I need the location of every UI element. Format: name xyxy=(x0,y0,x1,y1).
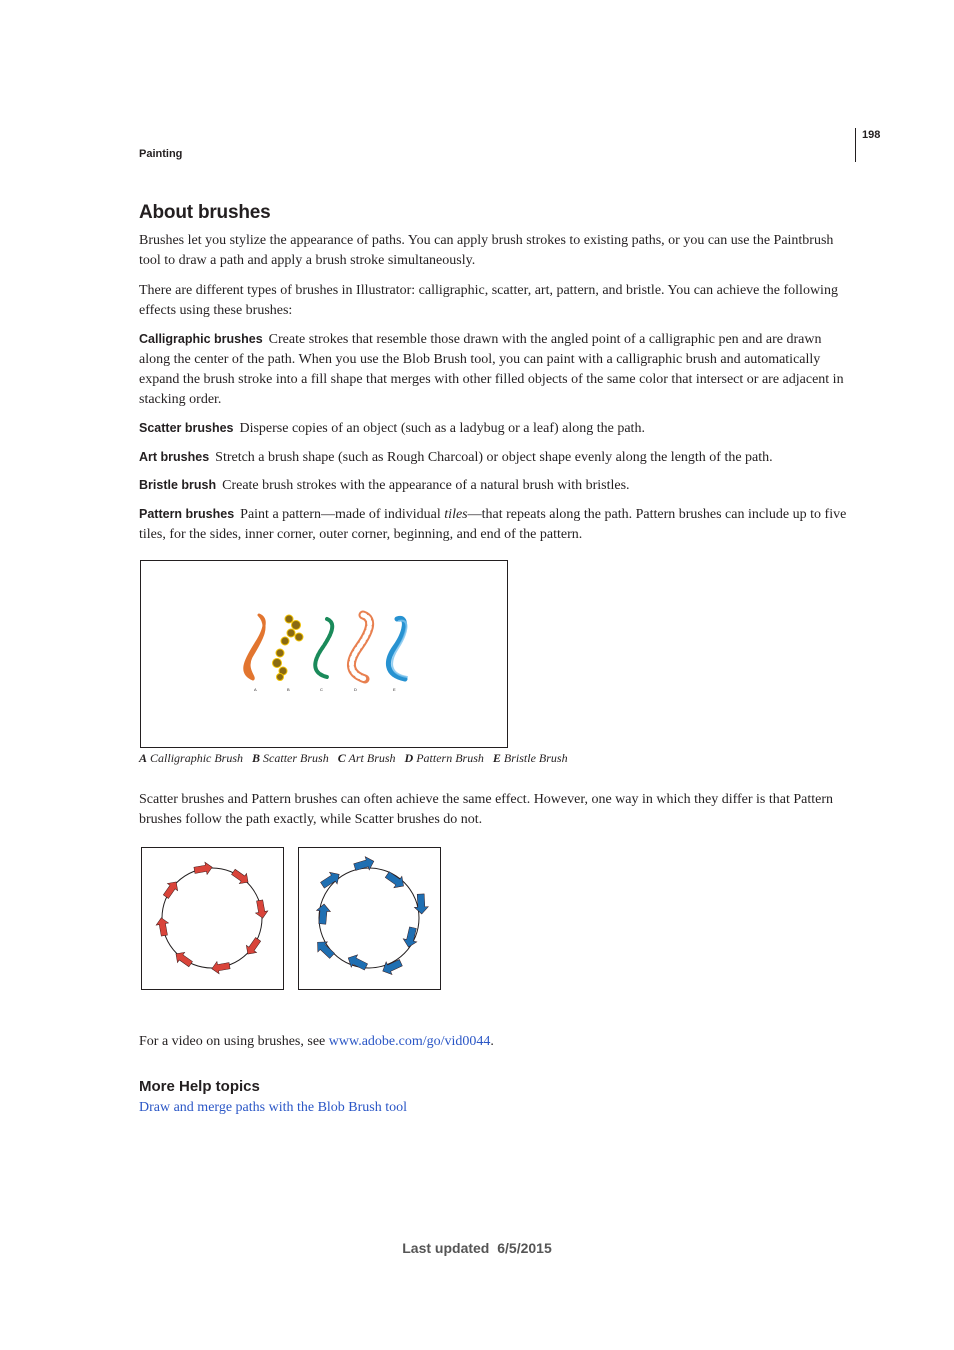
scatter-circle-figure xyxy=(298,847,441,990)
stroke-label-c: C xyxy=(320,687,323,692)
caption-name: Scatter Brush xyxy=(263,751,329,765)
definition-text: Stretch a brush shape (such as Rough Charcoal) or object shape evenly along the length of the path. xyxy=(215,450,773,465)
definition-text: Create brush strokes with the appearance of a natural brush with bristles. xyxy=(222,478,630,493)
stroke-label-b: B xyxy=(287,687,290,692)
pattern-circle-figure xyxy=(141,847,284,990)
caption-letter: D xyxy=(404,751,414,765)
caption-letter: C xyxy=(337,751,346,765)
page-title: About brushes xyxy=(139,202,271,223)
arrow-mark xyxy=(211,959,231,975)
footer xyxy=(0,1240,954,1256)
arrow-mark xyxy=(402,926,420,949)
definition-text-after: —that repeats along the path. Pattern brushes can include up to five tiles, for the sides, inner corner, outer corner, beginning, and end of the pattern. xyxy=(139,507,847,542)
video-suffix: . xyxy=(490,1034,494,1049)
scatter-circle-illustration xyxy=(299,848,440,989)
definition-term: Pattern brushes xyxy=(139,507,235,521)
scatter-arrows xyxy=(313,855,429,978)
video-prefix: For a video on using brushes, see xyxy=(139,1034,329,1049)
pattern-circle-illustration xyxy=(142,848,283,989)
blob-brush-help-link[interactable]: Draw and merge paths with the Blob Brush tool xyxy=(139,1100,408,1115)
footer-label: Last updated xyxy=(402,1240,490,1256)
more-help-title: More Help topics xyxy=(139,1078,260,1095)
stroke-label-d: D xyxy=(354,687,357,692)
definition-pattern xyxy=(139,504,851,545)
arrow-mark xyxy=(315,903,331,924)
footer-date: 6/5/2015 xyxy=(497,1240,552,1256)
definition-text: Create strokes that resemble those drawn with the angled point of a calligraphic pen and are drawn along the center of the path. When you use the Blob Brush tool, you can paint with a calligraphic brush and automatically expand the brush stroke into a fill shape that merges with other filled objects of the same color that intersect or are adjacent in stacking order. xyxy=(139,332,844,407)
definition-bristle xyxy=(139,475,851,496)
definition-term: Art brushes xyxy=(139,450,210,464)
arrow-mark xyxy=(155,917,171,937)
compare-paragraph: Scatter brushes and Pattern brushes can often achieve the same effect. However, one way in which they differ is that Pattern brushes follow the path exactly, while Scatter brushes do not. xyxy=(139,792,834,827)
caption-letter: B xyxy=(252,751,261,765)
intro-paragraph-2: There are different types of brushes in Illustrator: calligraphic, scatter, art, pattern, and bristle. You can achieve the following effects using these brushes: xyxy=(139,283,838,318)
page-number: 198 xyxy=(862,129,881,141)
section-label: Painting xyxy=(139,148,183,160)
stroke-label-a: A xyxy=(254,687,257,692)
arrow-mark xyxy=(414,894,429,915)
definition-calligraphic xyxy=(139,329,851,410)
arrow-mark xyxy=(193,861,213,877)
video-paragraph xyxy=(139,1032,851,1052)
caption-name: Art Brush xyxy=(348,751,396,765)
definition-term: Bristle brush xyxy=(139,478,217,492)
caption-letter: A xyxy=(139,751,148,765)
intro-paragraph-1: Brushes let you stylize the appearance of paths. You can apply brush strokes to existing paths, or you can use the Paintbrush tool to draw a path and apply a brush stroke simultaneously. xyxy=(139,233,834,268)
definition-term: Scatter brushes xyxy=(139,421,234,435)
definition-scatter xyxy=(139,418,851,439)
definition-text: Disperse copies of an object (such as a ladybug or a leaf) along the path. xyxy=(239,421,645,436)
caption-name: Calligraphic Brush xyxy=(150,751,244,765)
brush-types-figure xyxy=(140,560,508,748)
arrow-mark xyxy=(253,899,269,919)
calligraphic-stroke xyxy=(245,615,264,679)
caption-name: Bristle Brush xyxy=(503,751,568,765)
definition-term: Calligraphic brushes xyxy=(139,332,263,346)
definition-text-italic: tiles xyxy=(444,507,468,522)
arrow-mark xyxy=(383,869,407,892)
figure-caption xyxy=(139,751,574,766)
pattern-stroke xyxy=(351,615,369,679)
definition-art xyxy=(139,447,851,468)
header-rule xyxy=(855,128,856,162)
bristle-stroke xyxy=(388,618,407,679)
art-stroke xyxy=(315,619,332,677)
scatter-stroke xyxy=(273,615,304,681)
video-link[interactable]: www.adobe.com/go/vid0044 xyxy=(328,1034,491,1049)
definition-text-before: Paint a pattern—made of individual xyxy=(240,507,445,522)
brush-types-illustration xyxy=(141,561,507,747)
arrow-mark xyxy=(353,855,376,874)
stroke-label-e: E xyxy=(393,687,396,692)
caption-letter: E xyxy=(492,751,501,765)
caption-name: Pattern Brush xyxy=(416,751,484,765)
arrow-mark xyxy=(345,952,369,974)
pattern-arrows xyxy=(155,861,269,975)
arrow-mark xyxy=(380,956,404,977)
arrow-mark xyxy=(319,868,343,891)
